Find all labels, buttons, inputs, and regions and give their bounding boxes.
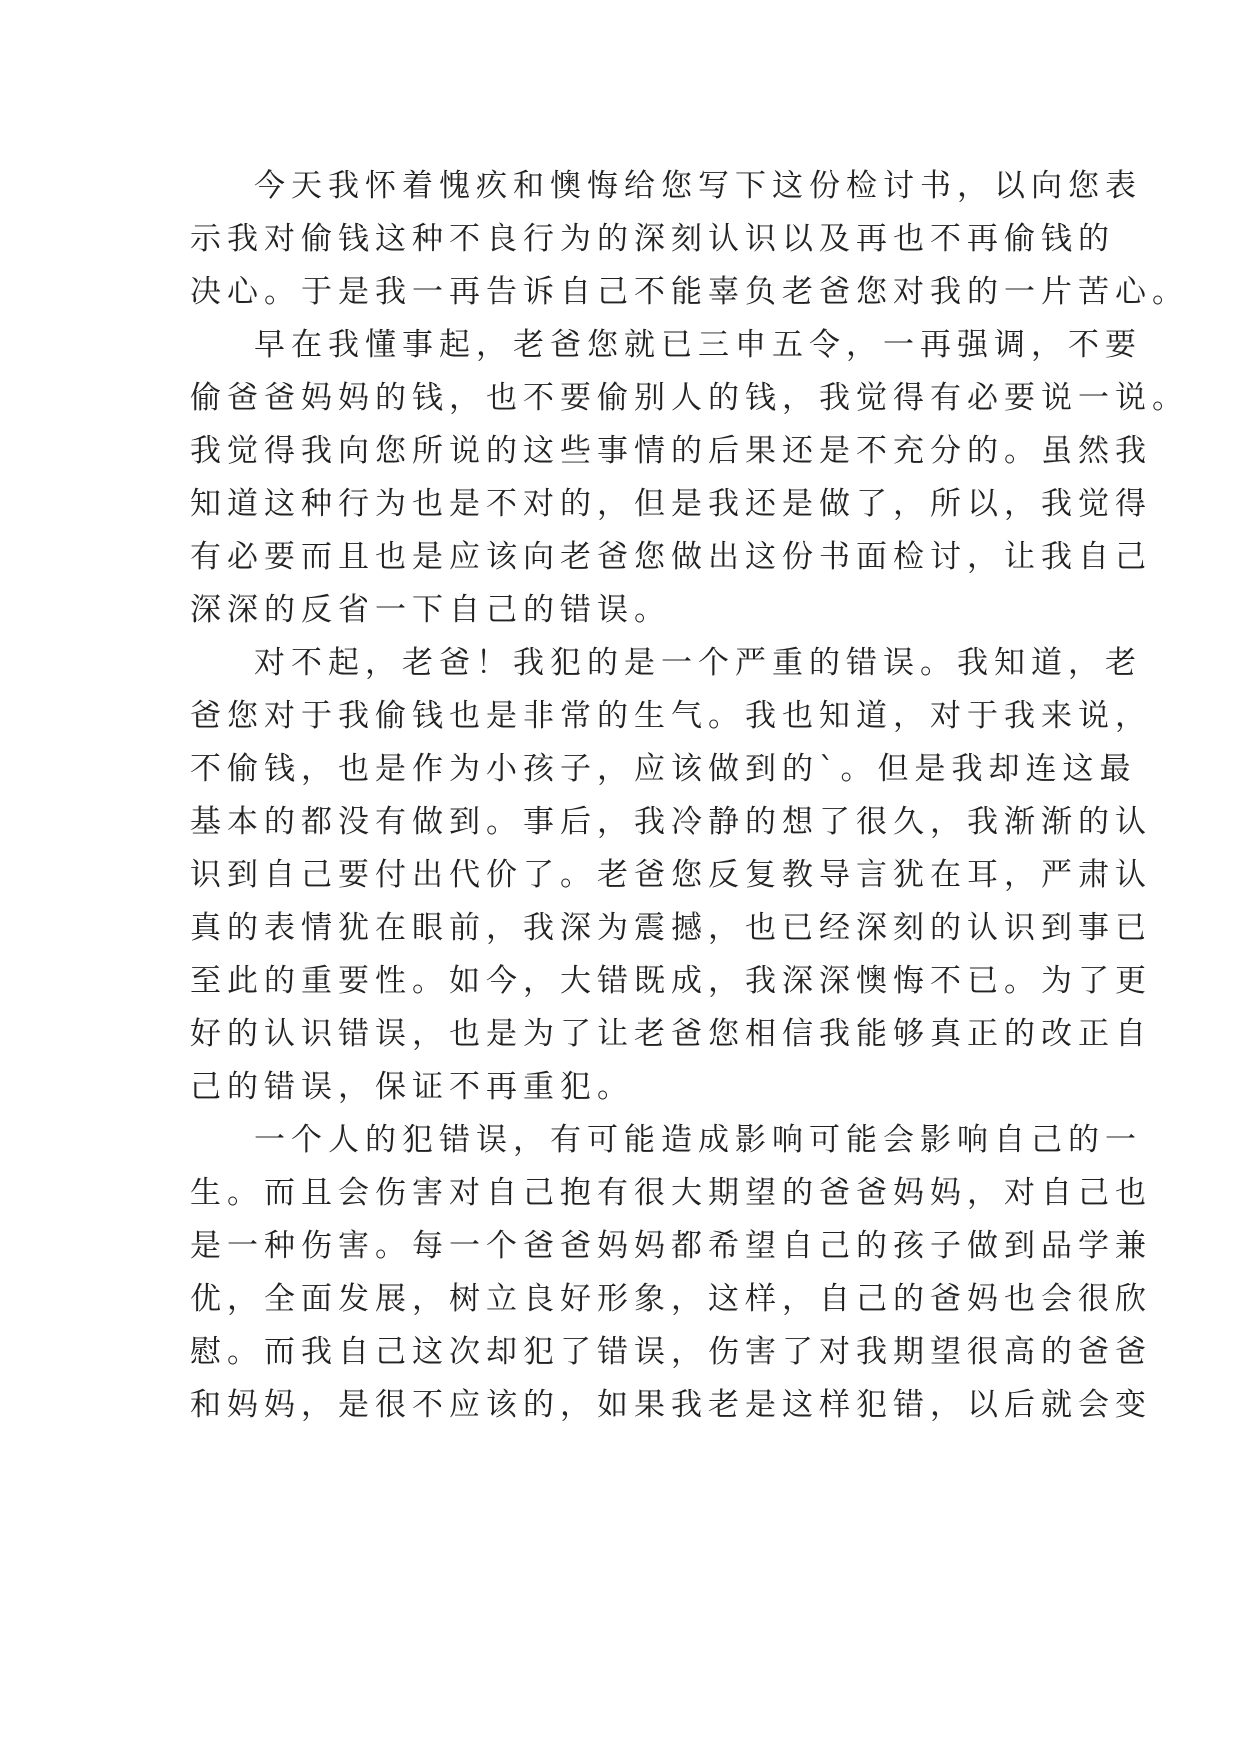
- text-line: 好的认识错误，也是为了让老爸您相信我能够真正的改正自: [190, 1016, 1152, 1052]
- text-line: 早在我懂事起，老爸您就已三申五令，一再强调，不要: [254, 327, 1142, 363]
- text-line: 偷爸爸妈妈的钱，也不要偷别人的钱，我觉得有必要说一说。: [190, 380, 1189, 416]
- text-line: 我觉得我向您所说的这些事情的后果还是不充分的。虽然我: [190, 433, 1152, 469]
- text-line: 对不起，老爸！我犯的是一个严重的错误。我知道，老: [254, 645, 1142, 681]
- paragraph-3: [190, 637, 1152, 1114]
- text-line: 真的表情犹在眼前，我深为震撼，也已经深刻的认识到事已: [190, 910, 1152, 946]
- text-line: 至此的重要性。如今，大错既成，我深深懊悔不已。为了更: [190, 963, 1152, 999]
- text-line: 是一种伤害。每一个爸爸妈妈都希望自己的孩子做到品学兼: [190, 1228, 1152, 1264]
- text-line: 示我对偷钱这种不良行为的深刻认识以及再也不再偷钱的: [190, 221, 1115, 257]
- text-line: 基本的都没有做到。事后，我冷静的想了很久，我渐渐的认: [190, 804, 1152, 840]
- paragraph-1: [190, 160, 1189, 319]
- text-line: 优，全面发展，树立良好形象，这样，自己的爸妈也会很欣: [190, 1281, 1152, 1317]
- text-line: 己的错误，保证不再重犯。: [190, 1069, 634, 1105]
- text-line: 有必要而且也是应该向老爸您做出这份书面检讨，让我自己: [190, 539, 1152, 575]
- text-line: 决心。于是我一再告诉自己不能辜负老爸您对我的一片苦心。: [190, 274, 1189, 310]
- paragraph-2: [190, 319, 1189, 637]
- paragraph-4: [190, 1114, 1152, 1432]
- text-line: 和妈妈，是很不应该的，如果我老是这样犯错，以后就会变: [190, 1387, 1152, 1423]
- text-line: 生。而且会伤害对自己抱有很大期望的爸爸妈妈，对自己也: [190, 1175, 1152, 1211]
- text-line: 爸您对于我偷钱也是非常的生气。我也知道，对于我来说，: [190, 698, 1152, 734]
- text-line: 深深的反省一下自己的错误。: [190, 592, 671, 628]
- text-line: 识到自己要付出代价了。老爸您反复教导言犹在耳，严肃认: [190, 857, 1152, 893]
- text-line: 知道这种行为也是不对的，但是我还是做了，所以，我觉得: [190, 486, 1152, 522]
- text-line: 慰。而我自己这次却犯了错误，伤害了对我期望很高的爸爸: [190, 1334, 1152, 1370]
- document-body: [190, 160, 1189, 1432]
- text-line: 不偷钱，也是作为小孩子，应该做到的`。但是我却连这最: [190, 751, 1137, 787]
- text-line: 今天我怀着愧疚和懊悔给您写下这份检讨书，以向您表: [254, 168, 1142, 204]
- text-line: 一个人的犯错误，有可能造成影响可能会影响自己的一: [254, 1122, 1142, 1158]
